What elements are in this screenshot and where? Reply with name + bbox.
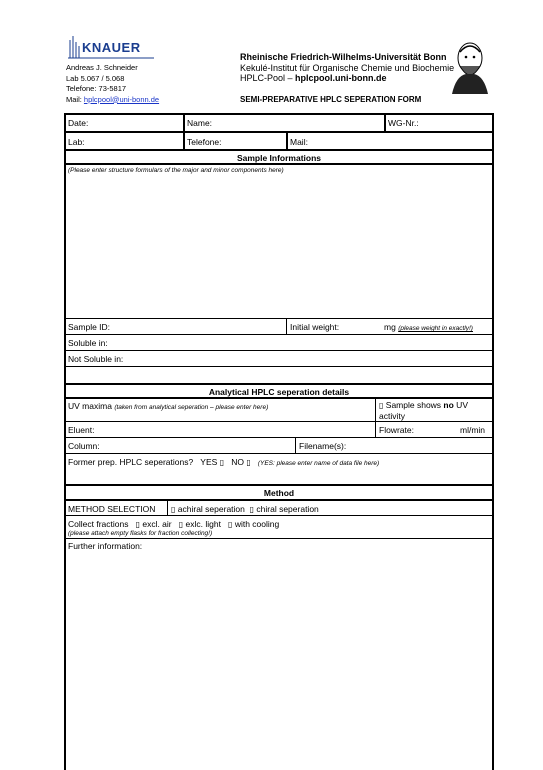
contact-mail-row	[66, 95, 159, 106]
mail-field[interactable]	[288, 133, 491, 148]
contact-mail-link[interactable]: hplcpool@uni-bonn.de	[83, 94, 160, 104]
university-name: Rheinische Friedrich-Wilhelms-Universität Bonn	[240, 52, 447, 62]
name-field[interactable]	[185, 115, 383, 130]
no-label: NO	[231, 457, 244, 467]
uv-activity-prefix: Sample shows	[385, 400, 444, 410]
chiral-label: chiral seperation	[256, 504, 319, 514]
weight-note: (please weight in exactly!)	[398, 325, 473, 332]
date-label: Date:	[68, 118, 89, 128]
uv-activity-option[interactable]	[379, 400, 468, 421]
excl-light-label: exlc. light	[185, 519, 221, 529]
uv-activity-no: no	[443, 400, 454, 410]
mail-label: Mail:	[290, 137, 308, 147]
excl-light-option[interactable]	[179, 519, 221, 529]
contact-lab: Lab 5.067 / 5.068	[66, 73, 125, 83]
filenames-field[interactable]	[355, 438, 490, 452]
contact-name: Andreas J. Schneider	[66, 63, 138, 72]
lab-label: Lab:	[68, 137, 85, 147]
pool-line	[240, 73, 454, 84]
not-soluble-field[interactable]	[135, 352, 490, 365]
portrait-image	[446, 38, 492, 94]
name-label: Name:	[187, 118, 213, 128]
column-label: Column:	[68, 441, 100, 451]
cooling-checkbox[interactable]: ▯	[228, 520, 233, 529]
contact-telefone: Telefone: 73-5817	[66, 84, 127, 93]
uv-activity-checkbox[interactable]: ▯	[379, 401, 384, 410]
lab-field[interactable]	[66, 133, 182, 148]
yes-option[interactable]	[200, 457, 224, 467]
uv-activity-line2: activity	[379, 411, 405, 421]
weight-unit-text: mg	[384, 322, 396, 332]
uv-note: (taken from analytical seperation – please enter here)	[114, 404, 269, 411]
institute-name: Kekulé-Institut für Organische Chemie und Biochemie	[240, 62, 455, 73]
eluent-field[interactable]	[105, 423, 373, 436]
structure-area[interactable]	[66, 165, 491, 317]
filenames-label: Filename(s):	[299, 441, 347, 451]
method-options	[171, 504, 319, 515]
portrait-icon	[446, 38, 492, 94]
analytical-section-header: Analytical HPLC seperation details	[208, 387, 350, 397]
method-section-header: Method	[263, 488, 295, 498]
eluent-label: Eluent:	[68, 425, 95, 435]
flowrate-label: Flowrate:	[379, 425, 414, 435]
former-prep-field[interactable]	[66, 468, 490, 482]
sample-id-label: Sample ID:	[68, 322, 111, 332]
telefone-field[interactable]	[185, 133, 285, 148]
wg-label: WG-Nr.:	[388, 118, 419, 128]
flow-unit: ml/min	[460, 425, 486, 435]
achiral-option[interactable]	[171, 504, 245, 514]
sample-section-header: Sample Informations	[236, 153, 322, 163]
pool-site: hplcpool.uni-bonn.de	[295, 73, 387, 83]
collect-note: (please attach empty flasks for fraction collecting!)	[68, 530, 213, 537]
telefone-label: Telefone:	[187, 137, 222, 147]
weight-unit	[384, 322, 473, 334]
achiral-label: achiral seperation	[177, 504, 245, 514]
soluble-field[interactable]	[125, 336, 490, 349]
yes-label: YES	[200, 457, 218, 467]
university-block	[240, 52, 454, 84]
not-soluble-label: Not Soluble in:	[68, 354, 124, 364]
yes-checkbox[interactable]: ▯	[219, 458, 225, 467]
wg-field[interactable]	[386, 115, 491, 130]
uv-activity-suffix: UV	[453, 400, 468, 410]
initial-weight-label: Initial weight:	[290, 322, 340, 332]
method-selection-label: METHOD SELECTION	[68, 504, 156, 514]
no-checkbox[interactable]: ▯	[246, 458, 251, 467]
uv-maxima-label: UV maxima	[68, 401, 112, 411]
excl-light-checkbox[interactable]: ▯	[178, 520, 184, 529]
excl-air-label: excl. air	[142, 519, 172, 529]
excl-air-option[interactable]	[136, 519, 172, 529]
chiral-checkbox[interactable]: ▯	[249, 505, 255, 514]
former-note: (YES: please enter name of data file here)	[257, 460, 380, 467]
collect-label: Collect fractions	[68, 519, 129, 529]
soluble-label: Soluble in:	[68, 338, 108, 348]
column-field[interactable]	[110, 438, 293, 452]
further-info-field[interactable]	[66, 552, 490, 762]
contact-block	[66, 63, 159, 105]
former-prep-label: Former prep. HPLC seperations?	[68, 457, 194, 467]
knauer-logo	[66, 34, 156, 60]
cooling-label: with cooling	[234, 519, 280, 529]
sample-note: (Please enter structure formulars of the major and minor components here)	[68, 167, 284, 174]
cooling-option[interactable]	[228, 519, 279, 529]
further-info-label: Further information:	[68, 541, 143, 551]
achiral-checkbox[interactable]: ▯	[171, 505, 176, 514]
logo-text: KNAUER	[82, 40, 141, 55]
pool-prefix: HPLC-Pool –	[240, 73, 296, 83]
date-field[interactable]	[66, 115, 182, 130]
chiral-option[interactable]	[250, 504, 319, 514]
contact-mail-label: Mail:	[66, 94, 84, 104]
excl-air-checkbox[interactable]: ▯	[135, 520, 140, 529]
sample-id-field[interactable]	[120, 319, 285, 333]
form-title: SEMI-PREPARATIVE HPLC SEPERATION FORM	[240, 95, 422, 104]
flowrate-field[interactable]	[420, 423, 458, 436]
no-option[interactable]	[231, 457, 251, 467]
uv-maxima-row	[68, 401, 268, 413]
initial-weight-field[interactable]	[345, 319, 382, 333]
